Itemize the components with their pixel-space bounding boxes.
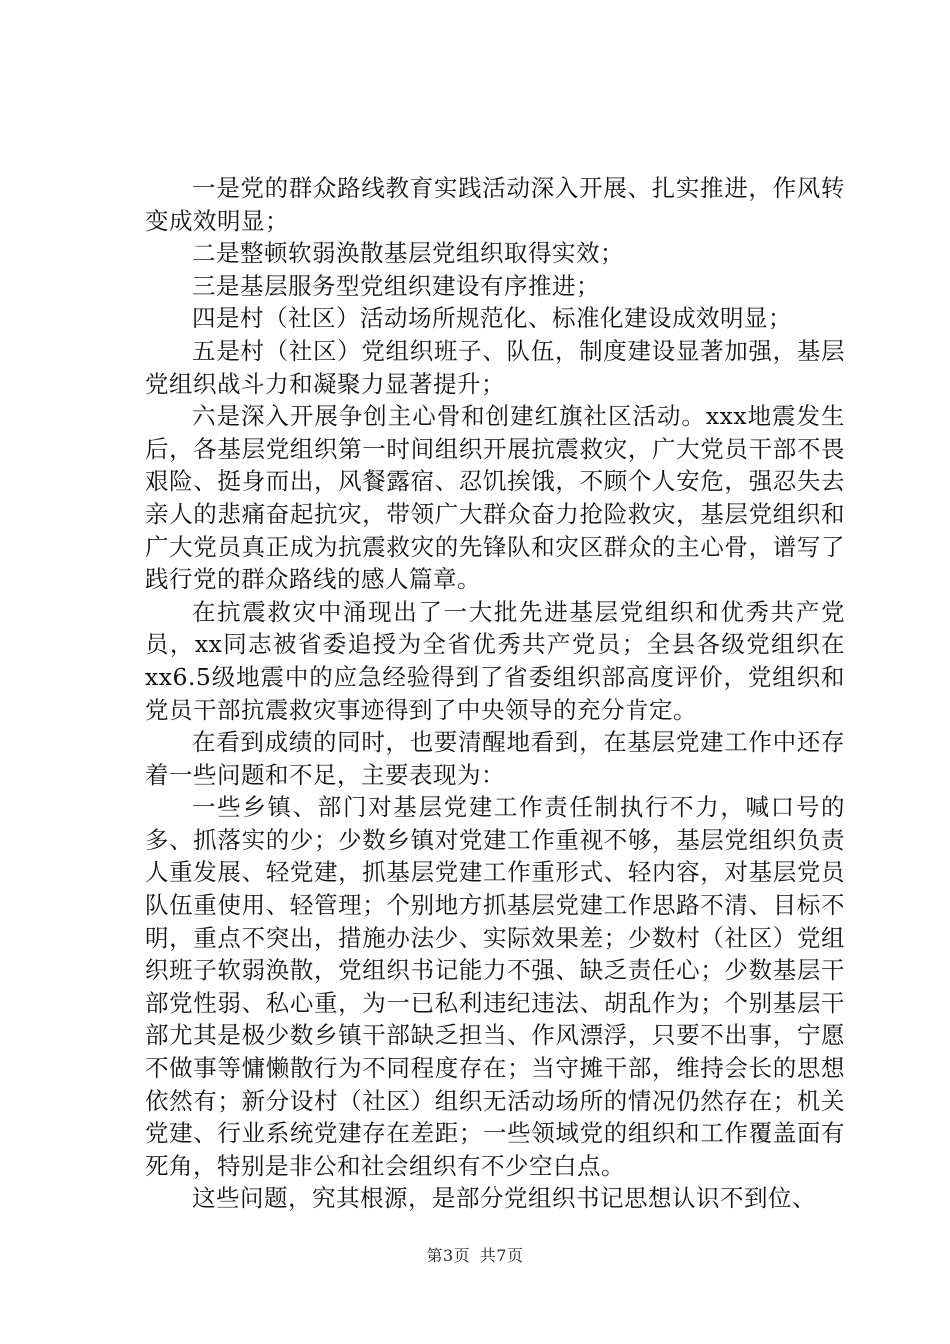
page-total: 共7页: [479, 1246, 524, 1265]
paragraph-10: 这些问题，究其根源，是部分党组织书记思想认识不到位、: [192, 1184, 816, 1213]
paragraph-6: 六是深入开展争创主心骨和创建红旗社区活动。xxx地震发生后，各基层党组织第一时间组织开展抗震救灾，广大党员干部不畏艰险、挺身而出，风餐露宿、忍饥挨饿，不顾个人安危，强忍失去亲人的悲痛奋起抗灾，带领广大群众奋力抢险救灾，基层党组织和广大党员真正成为抗震救灾的先锋队和灾区群众的主心骨，谱写了践行党的群众路线的感人篇章。: [145, 402, 845, 594]
page-footer: [0, 1243, 950, 1266]
paragraph-5: 五是村（社区）党组织班子、队伍，制度建设显著加强，基层党组织战斗力和凝聚力显著提升；: [145, 336, 845, 398]
document-body: [145, 172, 845, 1215]
paragraph-8: 在看到成绩的同时，也要清醒地看到，在基层党建工作中还存着一些问题和不足，主要表现为：: [145, 728, 845, 789]
page-number: 第3页: [426, 1246, 471, 1265]
paragraph-2: 二是整顿软弱涣散基层党组织取得实效；: [192, 239, 624, 268]
paragraph-9: 一些乡镇、部门对基层党建工作责任制执行不力，喊口号的多、抓落实的少；少数乡镇对党建工作重视不够，基层党组织负责人重发展、轻党建，抓基层党建工作重形式、轻内容，对基层党员队伍重使用、轻管理；个别地方抓基层党建工作思路不清、目标不明，重点不突出，措施办法少、实际效果差；少数村（社区）党组织班子软弱涣散，党组织书记能力不强、缺乏责任心；少数基层干部党性弱、私心重，为一已私利违纪违法、胡乱作为；个别基层干部尤其是极少数乡镇干部缺乏担当、作风漂浮，只要不出事，宁愿不做事等慵懒散行为不同程度存在；当守摊干部，维持会长的思想依然有；新分设村（社区）组织无活动场所的情况仍然存在；机关党建、行业系统党建存在差距；一些领域党的组织和工作覆盖面有死角，特别是非公和社会组织有不少空白点。: [145, 793, 845, 1180]
paragraph-1: 一是党的群众路线教育实践活动深入开展、扎实推进，作风转变成效明显；: [145, 174, 845, 235]
paragraph-4: 四是村（社区）活动场所规范化、标准化建设成效明显；: [192, 304, 792, 333]
paragraph-3: 三是基层服务型党组织建设有序推进；: [192, 271, 600, 300]
paragraph-7: 在抗震救灾中涌现出了一大批先进基层党组织和优秀共产党员，xx同志被省委追授为全省优秀共产党员；全县各级党组织在xx6.5级地震中的应急经验得到了省委组织部高度评价，党组织和党员干部抗震救灾事迹得到了中央领导的充分肯定。: [145, 597, 845, 724]
